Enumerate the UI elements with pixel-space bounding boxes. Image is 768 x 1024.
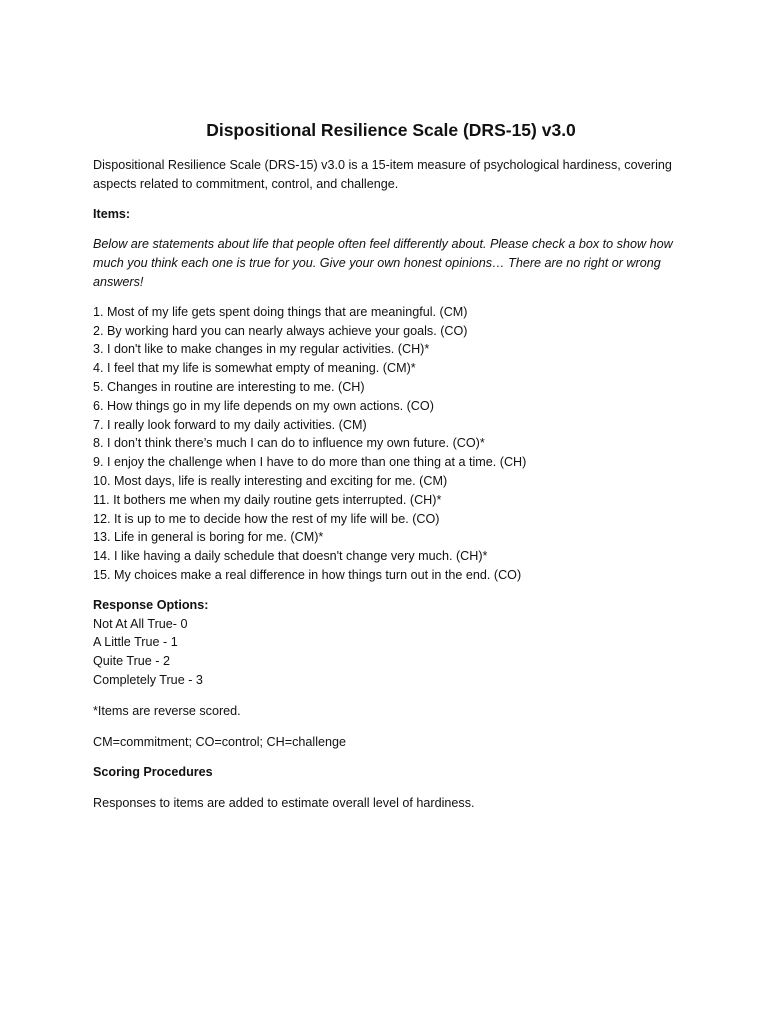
- list-item: 2. By working hard you can nearly always achieve your goals. (CO): [93, 323, 468, 338]
- instructions-paragraph: Below are statements about life that people often feel differently about. Please check a box to show how much you think each one is true for you. Give your own honest opinions… There are no right or wrong answers!: [93, 237, 673, 289]
- items-heading: Items:: [93, 206, 131, 221]
- list-item: 6. How things go in my life depends on my own actions. (CO): [93, 398, 434, 413]
- list-item: 9. I enjoy the challenge when I have to do more than one thing at a time. (CH): [93, 455, 527, 470]
- intro-paragraph: Dispositional Resilience Scale (DRS-15) v3.0 is a 15-item measure of psychological hardiness, covering aspects related to commitment, control, and challenge.: [93, 158, 672, 191]
- response-option: Quite True - 2: [93, 654, 170, 669]
- list-item: 14. I like having a daily schedule that doesn't change very much. (CH)*: [93, 549, 488, 564]
- document-title: Dispositional Resilience Scale (DRS-15) v3.0: [206, 120, 576, 140]
- list-item: 11. It bothers me when my daily routine gets interrupted. (CH)*: [93, 492, 442, 507]
- response-option: Completely True - 3: [93, 672, 203, 687]
- list-item: 4. I feel that my life is somewhat empty of meaning. (CM)*: [93, 361, 416, 376]
- list-item: 5. Changes in routine are interesting to me. (CH): [93, 379, 365, 394]
- response-options-list: [93, 615, 683, 690]
- document-page: [93, 118, 683, 813]
- list-item: 12. It is up to me to decide how the rest of my life will be. (CO): [93, 511, 440, 526]
- response-option: A Little True - 1: [93, 635, 178, 650]
- list-item: 13. Life in general is boring for me. (CM)*: [93, 530, 324, 545]
- reverse-scored-note: *Items are reverse scored.: [93, 703, 241, 718]
- scoring-procedures-heading: Scoring Procedures: [93, 765, 213, 780]
- response-options-heading: Response Options:: [93, 597, 209, 612]
- list-item: 7. I really look forward to my daily activities. (CM): [93, 417, 367, 432]
- list-item: 15. My choices make a real difference in how things turn out in the end. (CO): [93, 567, 522, 582]
- response-option: Not At All True- 0: [93, 616, 188, 631]
- list-item: 3. I don't like to make changes in my regular activities. (CH)*: [93, 342, 430, 357]
- list-item: 1. Most of my life gets spent doing things that are meaningful. (CM): [93, 304, 468, 319]
- items-list: [93, 303, 683, 585]
- abbreviation-legend: CM=commitment; CO=control; CH=challenge: [93, 734, 347, 749]
- list-item: 8. I don’t think there’s much I can do to influence my own future. (CO)*: [93, 436, 485, 451]
- list-item: 10. Most days, life is really interesting and exciting for me. (CM): [93, 473, 448, 488]
- scoring-procedures-text: Responses to items are added to estimate overall level of hardiness.: [93, 796, 475, 811]
